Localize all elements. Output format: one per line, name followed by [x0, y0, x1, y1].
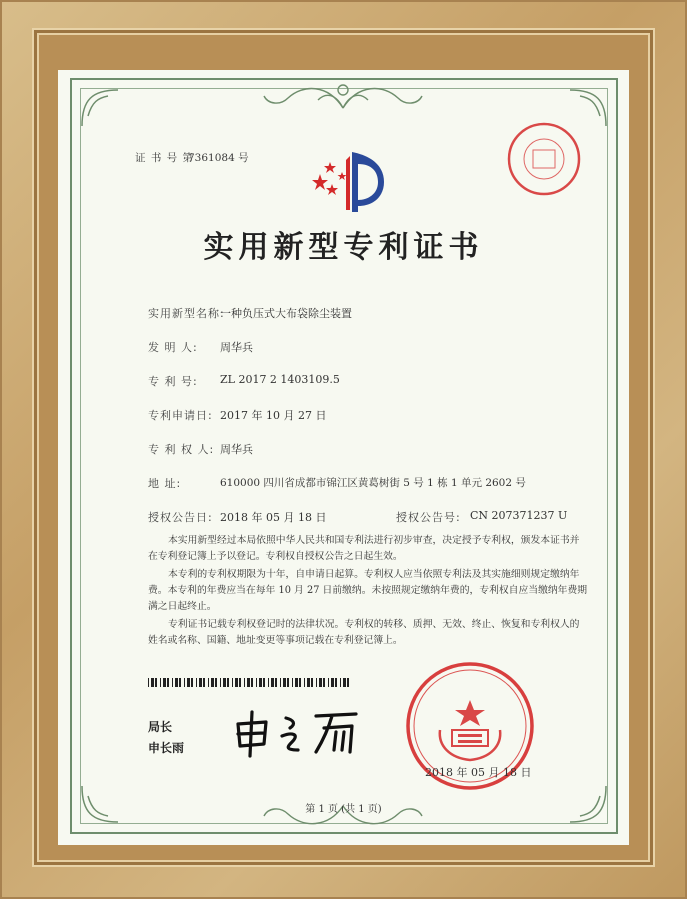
field-value-name: 一种负压式大布袋除尘装置	[220, 307, 352, 320]
barcode-bar	[160, 678, 161, 687]
field-label-inventor: 发 明 人:	[148, 341, 198, 354]
barcode-bar	[239, 678, 241, 687]
body-paragraph-1: 本实用新型经过本局依照中华人民共和国专利法进行初步审查，决定授予专利权，颁发本证书并在专利登记簿上予以登记。专利权自授权公告之日起生效。	[148, 535, 580, 562]
certificate-number: 7361084 号	[188, 152, 249, 164]
barcode-bar	[275, 678, 277, 687]
barcode-bar	[271, 678, 274, 687]
barcode-bar	[235, 678, 238, 687]
certificate-number-label: 证 书 号 第	[135, 152, 195, 164]
barcode-bar	[304, 678, 305, 687]
barcode-bar	[244, 678, 245, 687]
barcode-bar	[287, 678, 289, 687]
barcode-bar	[292, 678, 293, 687]
barcode-bar	[215, 678, 217, 687]
barcode-bar	[331, 678, 334, 687]
field-value-grant-date: 2018 年 05 月 18 日	[220, 511, 327, 524]
barcode-bar	[211, 678, 214, 687]
barcode-bar	[347, 678, 349, 687]
barcode-bar	[256, 678, 257, 687]
barcode-bar	[167, 678, 169, 687]
announcement-value: CN 207371237 U	[470, 509, 568, 522]
field-label-patentee: 专 利 权 人:	[148, 443, 215, 456]
barcode-bar	[311, 678, 313, 687]
barcode-bar	[335, 678, 337, 687]
barcode-bar	[340, 678, 341, 687]
barcode-bar	[299, 678, 301, 687]
director-title: 局长	[148, 720, 173, 734]
barcode-bar	[307, 678, 310, 687]
page-note: 第 1 页 (共 1 页)	[305, 804, 382, 815]
barcode-bar	[259, 678, 262, 687]
corner-ornament-tl	[78, 86, 122, 130]
barcode-bar	[247, 678, 250, 687]
barcode-bar	[155, 678, 157, 687]
barcode-bar	[263, 678, 265, 687]
barcode-bar	[223, 678, 226, 687]
barcode-bar	[172, 678, 173, 687]
barcode-bar	[184, 678, 185, 687]
field-value-inventor: 周华兵	[220, 341, 253, 354]
barcode-bar	[227, 678, 229, 687]
field-label-filing-date: 专利申请日:	[148, 409, 213, 422]
body-paragraph-3: 专利证书记载专利权登记时的法律状况。专利权的转移、质押、无效、终止、恢复和专利权人的姓名或名称、国籍、地址变更等事项记载在专利登记簿上。	[148, 619, 580, 646]
barcode-bar	[220, 678, 221, 687]
announcement-label: 授权公告号:	[396, 511, 461, 524]
field-value-patent-number: ZL 2017 2 1403109.5	[220, 373, 340, 386]
director-signature	[232, 706, 362, 758]
barcode-bar	[280, 678, 281, 687]
patent-office-logo	[312, 150, 388, 214]
barcode-bar	[191, 678, 193, 687]
certificate-title: 实用新型专利证书	[203, 230, 484, 265]
body-paragraph-2: 本专利的专利权期限为十年，自申请日起算。专利权人应当依照专利法及其实施细则规定缴纳年费。本专利的年费应当在每年 10 月 27 日前缴纳。未按照规定缴纳年费的，专利权自应当缴纳年费期满之日起终止。	[148, 569, 588, 612]
barcode-bar	[151, 678, 154, 687]
tax-stamp	[505, 120, 583, 198]
barcode-bar	[196, 678, 197, 687]
field-value-patentee: 周华兵	[220, 443, 253, 456]
barcode-bar	[323, 678, 325, 687]
barcode-bar	[232, 678, 233, 687]
barcode-bar	[163, 678, 166, 687]
field-value-filing-date: 2017 年 10 月 27 日	[220, 409, 327, 422]
barcode-bar	[316, 678, 317, 687]
barcode-bar	[175, 678, 178, 687]
top-ornament	[258, 80, 428, 114]
director-name: 申长雨	[148, 741, 185, 755]
barcode-bar	[179, 678, 181, 687]
barcode-bar	[283, 678, 286, 687]
barcode-bar	[319, 678, 322, 687]
field-label-address: 地 址:	[148, 477, 182, 490]
field-label-patent-number: 专 利 号:	[148, 375, 198, 388]
barcode-bar	[203, 678, 205, 687]
issue-date: 2018 年 05 月 18 日	[425, 766, 532, 779]
barcode-bar	[148, 678, 149, 687]
barcode-bar	[328, 678, 329, 687]
barcode-bar	[199, 678, 202, 687]
barcode-bar	[343, 678, 346, 687]
barcode-bar	[251, 678, 253, 687]
barcode-bar	[268, 678, 269, 687]
field-value-address: 610000 四川省成都市锦江区黄葛树街 5 号 1 栋 1 单元 2602 号	[220, 477, 526, 489]
field-label-grant-date: 授权公告日:	[148, 511, 213, 524]
barcode	[148, 678, 354, 687]
barcode-bar	[187, 678, 190, 687]
field-label-name: 实用新型名称:	[148, 307, 225, 320]
barcode-bar	[295, 678, 298, 687]
barcode-bar	[208, 678, 209, 687]
